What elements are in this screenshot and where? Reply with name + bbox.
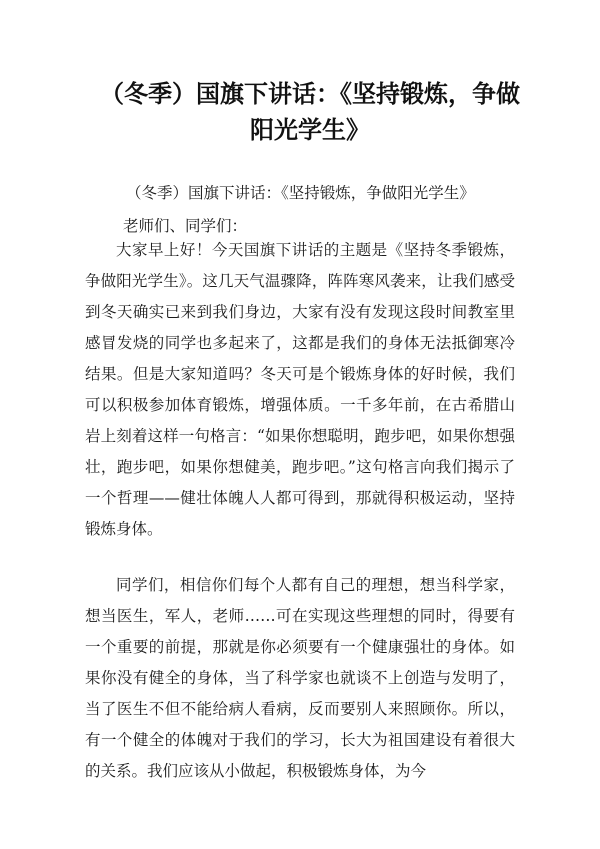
document-title: （冬季）国旗下讲话：《坚持锻炼，争做阳光学生》: [100, 80, 520, 144]
salutation: 老师们、同学们：: [123, 217, 248, 235]
document-subtitle: （冬季）国旗下讲话：《坚持锻炼，争做阳光学生》: [126, 184, 475, 202]
body-paragraph-2: 同学们，相信你们每个人都有自己的理想，想当科学家，想当医生，军人，老师……可在实现这些理想的同时，得要有一个重要的前提，那就是你必须要有一个健康强壮的身体。如果你没有健全的身体，当了科学家也就谈不上创造与发明了，当了医生不但不能给病人看病，反而要别人来照顾你。所以，有一个健全的体魄对于我们的学习，长大为祖国建设有着很大的关系。我们应该从小做起，积极锻炼身体，为今: [85, 576, 515, 780]
body-paragraph-1: 大家早上好！今天国旗下讲话的主题是《坚持冬季锻炼，争做阳光学生》。这几天气温骤降，阵阵寒风袭来，让我们感受到冬天确实已来到我们身边，大家有没有发现这段时间教室里感冒发烧的同学也多起来了，这都是我们的身体无法抵御寒冷结果。但是大家知道吗？冬天可是个锻炼身体的好时候，我们可以积极参加体育锻炼，增强体质。一千多年前，在古希腊山岩上刻着这样一句格言：“如果你想聪明，跑步吧，如果你想强壮，跑步吧，如果你想健美，跑步吧。”这句格言向我们揭示了一个哲理——健壮体魄人人都可得到，那就得积极运动，坚持锻炼身体。: [85, 241, 515, 538]
